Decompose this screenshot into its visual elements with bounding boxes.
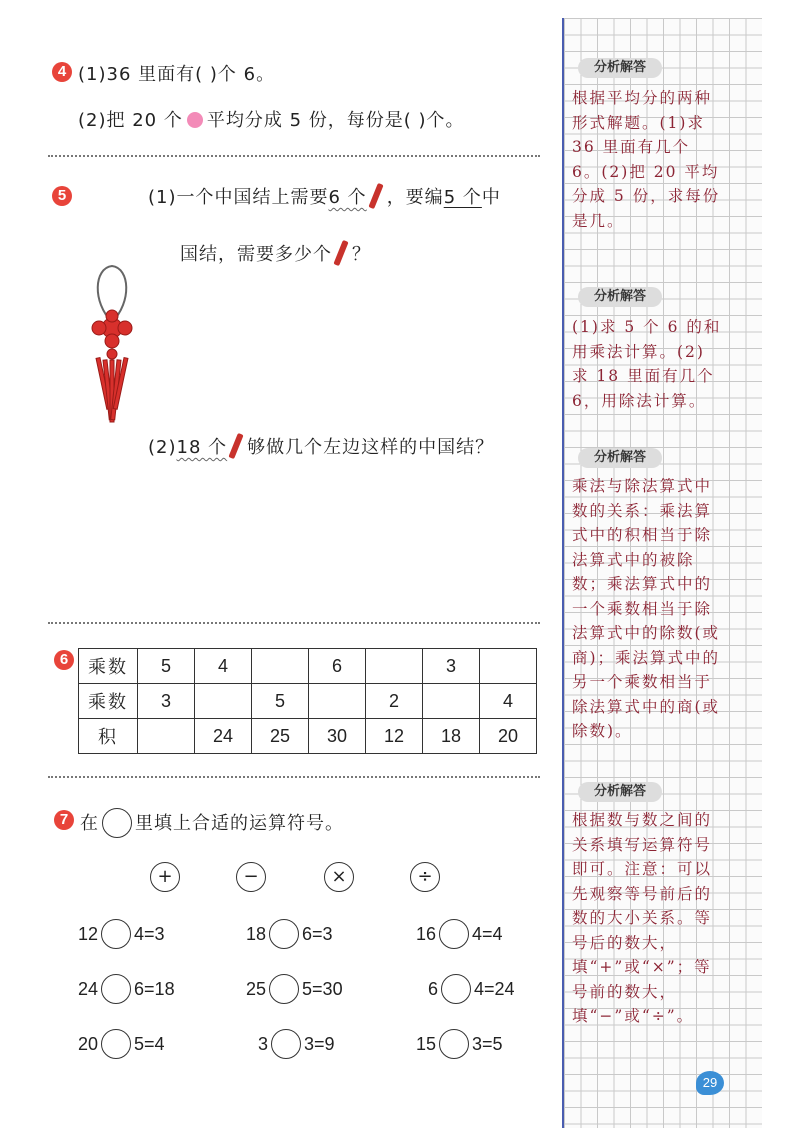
operand: 3=9	[304, 1034, 335, 1054]
table-cell[interactable]: 2	[366, 684, 423, 719]
question-number-7: 7	[54, 810, 74, 830]
equation	[78, 974, 175, 1004]
table-cell[interactable]: 3	[138, 684, 195, 719]
equation	[428, 974, 515, 1004]
question-number-6: 6	[54, 650, 74, 670]
q5-five-knots: 5 个	[443, 187, 482, 208]
analysis-note-1: 根据平均分的两种形式解题。(1)求 36 里面有几个 6。(2)把 20 平均分成 5 份，求每份是几。	[572, 89, 721, 230]
plus-symbol: +	[150, 862, 180, 892]
table-cell[interactable]: 30	[309, 719, 366, 754]
q7-title	[80, 808, 344, 838]
table-cell[interactable]	[195, 684, 252, 719]
operand: 3=5	[472, 1034, 503, 1054]
table-cell[interactable]	[138, 719, 195, 754]
red-stick-icon	[368, 183, 383, 209]
answer-circle[interactable]	[271, 1029, 301, 1059]
q5-line1-a: (1)一个中国结上需要	[148, 187, 329, 208]
q7-title-a: 在	[80, 813, 99, 834]
chinese-knot-image	[72, 262, 152, 432]
multiplication-table	[78, 648, 537, 754]
q5-line1-e: 中	[481, 187, 501, 208]
operand: 4=24	[474, 979, 515, 999]
answer-circle[interactable]	[439, 1029, 469, 1059]
table-cell[interactable]: 5	[252, 684, 309, 719]
analysis-tag: 分析解答	[578, 782, 662, 802]
divide-symbol: ÷	[410, 862, 440, 892]
q4-part1: (1)36 里面有( )个 6。	[78, 64, 276, 85]
answer-circle[interactable]	[269, 919, 299, 949]
table-cell[interactable]: 5	[138, 649, 195, 684]
operand: 5=30	[302, 979, 343, 999]
table-cell[interactable]: 3	[423, 649, 480, 684]
pink-ball-icon	[187, 112, 203, 128]
section-divider	[48, 622, 540, 624]
q5-line1-c: ，要编	[386, 187, 444, 208]
answer-circle[interactable]	[101, 1029, 131, 1059]
equation	[78, 919, 165, 949]
operand: 20	[78, 1034, 99, 1054]
row-header: 乘数	[79, 684, 138, 719]
table-cell[interactable]: 18	[423, 719, 480, 754]
q5-eighteen-sticks: 18 个	[176, 437, 228, 458]
table-cell[interactable]	[309, 684, 366, 719]
analysis-note-4: 根据数与数之间的关系填写运算符号即可。注意：可以先观察等号前后的数的大小关系。等号后的数大，填“+”或“×”；等号前的数大，填“−”或“÷”。	[572, 811, 713, 1025]
operand: 24	[78, 979, 99, 999]
answer-circle[interactable]	[441, 974, 471, 1004]
table-row	[79, 684, 537, 719]
q5-part2	[148, 433, 494, 459]
q5-line2-a: 国结，需要多少个	[180, 244, 332, 265]
operand: 6	[428, 979, 439, 999]
equation	[246, 919, 333, 949]
page-number-badge: 29	[696, 1071, 724, 1095]
q5-part2-a: (2)	[148, 437, 177, 458]
table-cell[interactable]: 20	[480, 719, 537, 754]
operand: 5=4	[134, 1034, 165, 1054]
table-cell[interactable]	[252, 649, 309, 684]
analysis-tag: 分析解答	[578, 287, 662, 307]
analysis-tag: 分析解答	[578, 58, 662, 78]
operand: 4=3	[134, 924, 165, 944]
section-divider	[48, 155, 540, 157]
operand: 4=4	[472, 924, 503, 944]
times-symbol: ×	[324, 862, 354, 892]
table-cell[interactable]	[423, 684, 480, 719]
operand: 16	[416, 924, 437, 944]
q7-title-b: 里填上合适的运算符号。	[135, 813, 344, 834]
q4-part2-lead: (2)把 20 个	[78, 110, 183, 131]
equation	[416, 919, 503, 949]
table-cell[interactable]: 4	[195, 649, 252, 684]
table-row	[79, 649, 537, 684]
table-cell[interactable]: 24	[195, 719, 252, 754]
operand: 18	[246, 924, 267, 944]
table-cell[interactable]: 25	[252, 719, 309, 754]
answer-circle[interactable]	[269, 974, 299, 1004]
answer-circle[interactable]	[101, 974, 131, 1004]
table-cell[interactable]: 12	[366, 719, 423, 754]
row-header: 乘数	[79, 649, 138, 684]
operand: 15	[416, 1034, 437, 1054]
answer-circle[interactable]	[439, 919, 469, 949]
q5-six-sticks: 6 个	[328, 187, 367, 208]
analysis-note-3: 乘法与除法算式中数的关系：乘法算式中的积相当于除法算式中的被除数；乘法算式中的一个乘数相当于除法算式中的除数(或商)；乘法算式中的另一个乘数相当于除法算式中的商(或除数)。	[572, 477, 721, 740]
table-cell[interactable]: 4	[480, 684, 537, 719]
question-number-4: 4	[52, 62, 72, 82]
blank-circle	[102, 808, 132, 838]
table-cell[interactable]	[366, 649, 423, 684]
question-number-5: 5	[52, 186, 72, 206]
table-cell[interactable]	[480, 649, 537, 684]
q4-part2	[78, 106, 465, 132]
equation	[78, 1029, 165, 1059]
operand: 6=3	[302, 924, 333, 944]
minus-symbol: −	[236, 862, 266, 892]
table-cell[interactable]: 6	[309, 649, 366, 684]
row-header: 积	[79, 719, 138, 754]
answer-circle[interactable]	[101, 919, 131, 949]
operand: 25	[246, 979, 267, 999]
q5-line2-b: ？	[352, 244, 371, 265]
q5-line2	[180, 240, 371, 266]
q5-line1	[148, 183, 501, 209]
operand: 3	[258, 1034, 269, 1054]
table-row	[79, 719, 537, 754]
analysis-note-2: (1)求 5 个 6 的和用乘法计算。(2)求 18 里面有几个 6，用除法计算。	[572, 318, 722, 410]
analysis-tag: 分析解答	[578, 448, 662, 468]
operand: 6=18	[134, 979, 175, 999]
operand: 12	[78, 924, 99, 944]
section-divider	[48, 776, 540, 778]
red-stick-icon	[333, 240, 348, 266]
equation	[416, 1029, 503, 1059]
red-stick-icon	[228, 433, 243, 459]
q5-part2-c: 够做几个左边这样的中国结？	[247, 437, 495, 458]
q4-part2-tail: 平均分成 5 份，每份是( )个。	[206, 110, 465, 131]
equation	[258, 1029, 335, 1059]
equation	[246, 974, 343, 1004]
